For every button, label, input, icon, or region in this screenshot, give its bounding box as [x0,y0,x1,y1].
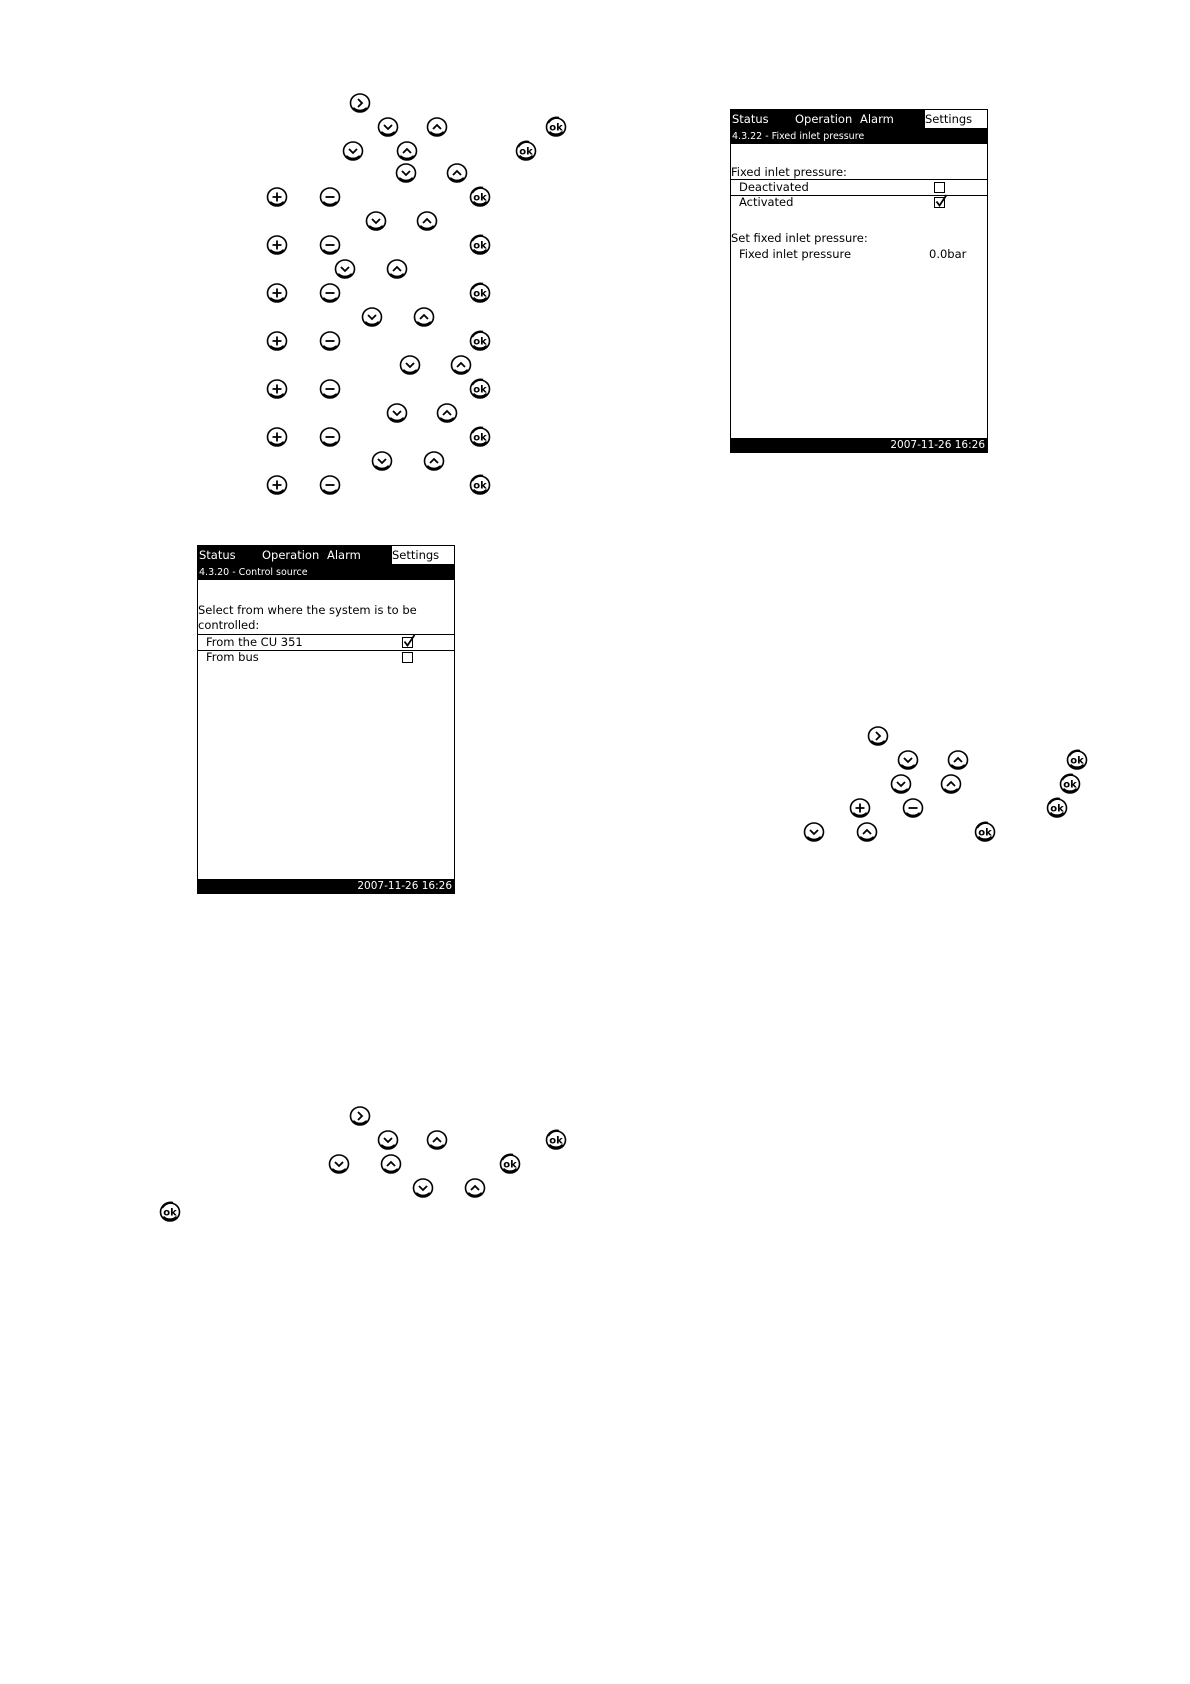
control-source-screen [197,545,455,894]
status-bar-timestamp: 2007-11-26 16:26 [731,438,987,452]
checkbox-checked[interactable] [934,197,945,208]
down-arrow-button-icon [342,140,364,162]
tab-settings[interactable]: Settings [392,548,440,562]
minus-button-icon [319,330,341,352]
plus-button-icon [849,797,871,819]
right-arrow-button-icon [349,1105,371,1127]
up-arrow-button-icon [446,162,468,184]
up-arrow-button-icon [423,450,445,472]
down-arrow-button-icon [377,116,399,138]
checkbox-checked[interactable] [402,637,413,648]
fixed-inlet-pressure-screen [730,109,988,453]
option-label: Deactivated [739,180,809,194]
checkbox-unchecked[interactable] [934,182,945,193]
breadcrumb: 4.3.22 - Fixed inlet pressure [731,129,987,144]
down-arrow-button-icon [412,1177,434,1199]
tab-status[interactable]: Status [199,548,236,562]
section-label: Set fixed inlet pressure: [731,231,868,245]
ok-button-icon [469,378,491,400]
tab-alarm[interactable]: Alarm [327,548,361,562]
plus-button-icon [266,234,288,256]
section-label: Fixed inlet pressure: [731,165,847,179]
minus-button-icon [319,234,341,256]
down-arrow-button-icon [399,354,421,376]
tab-status[interactable]: Status [732,112,769,126]
plus-button-icon [266,378,288,400]
ok-button-icon [1046,797,1068,819]
up-arrow-button-icon [947,749,969,771]
option-from-bus[interactable] [198,650,454,665]
ok-button-icon [499,1153,521,1175]
down-arrow-button-icon [890,773,912,795]
right-arrow-button-icon [349,92,371,114]
down-arrow-button-icon [328,1153,350,1175]
up-arrow-button-icon [426,1129,448,1151]
tab-bar [198,546,454,565]
minus-button-icon [319,378,341,400]
down-arrow-button-icon [386,402,408,424]
tab-operation[interactable]: Operation [795,112,853,126]
option-activated[interactable] [731,195,987,210]
minus-button-icon [319,282,341,304]
minus-button-icon [319,474,341,496]
ok-button-icon [1066,749,1088,771]
up-arrow-button-icon [380,1153,402,1175]
ok-button-icon [545,116,567,138]
minus-button-icon [902,797,924,819]
ok-button-icon [469,282,491,304]
param-label: Fixed inlet pressure [739,247,852,261]
minus-button-icon [319,186,341,208]
breadcrumb: 4.3.20 - Control source [198,565,454,580]
ok-button-icon [974,821,996,843]
ok-button-icon [469,330,491,352]
plus-button-icon [266,330,288,352]
up-arrow-button-icon [416,210,438,232]
plus-button-icon [266,474,288,496]
option-label: From the CU 351 [206,635,303,649]
up-arrow-button-icon [450,354,472,376]
down-arrow-button-icon [897,749,919,771]
prompt-text-cont: controlled: [198,618,260,632]
ok-button-icon [159,1201,181,1223]
right-arrow-button-icon [867,725,889,747]
option-deactivated[interactable] [731,179,987,196]
up-arrow-button-icon [436,402,458,424]
down-arrow-button-icon [371,450,393,472]
option-label: Activated [739,195,794,209]
option-from-cu351[interactable] [198,634,454,651]
ok-button-icon [469,426,491,448]
up-arrow-button-icon [464,1177,486,1199]
down-arrow-button-icon [361,306,383,328]
checkbox-unchecked[interactable] [402,652,413,663]
tab-settings[interactable]: Settings [925,112,973,126]
tab-alarm[interactable]: Alarm [860,112,894,126]
ok-button-icon [469,234,491,256]
ok-button-icon [545,1129,567,1151]
prompt-text: Select from where the system is to be [198,603,417,617]
option-label: From bus [206,650,259,664]
status-bar-timestamp: 2007-11-26 16:26 [198,879,454,893]
ok-button-icon [469,474,491,496]
up-arrow-button-icon [413,306,435,328]
ok-button-icon [469,186,491,208]
down-arrow-button-icon [803,821,825,843]
plus-button-icon [266,282,288,304]
param-value: 0.0bar [929,247,967,261]
tab-operation[interactable]: Operation [262,548,320,562]
ok-button-icon [515,140,537,162]
down-arrow-button-icon [334,258,356,280]
up-arrow-button-icon [396,140,418,162]
up-arrow-button-icon [386,258,408,280]
up-arrow-button-icon [940,773,962,795]
down-arrow-button-icon [395,162,417,184]
up-arrow-button-icon [426,116,448,138]
up-arrow-button-icon [856,821,878,843]
down-arrow-button-icon [377,1129,399,1151]
param-fixed-inlet-pressure[interactable] [731,247,987,262]
plus-button-icon [266,426,288,448]
down-arrow-button-icon [365,210,387,232]
plus-button-icon [266,186,288,208]
minus-button-icon [319,426,341,448]
tab-bar [731,110,987,129]
ok-button-icon [1059,773,1081,795]
